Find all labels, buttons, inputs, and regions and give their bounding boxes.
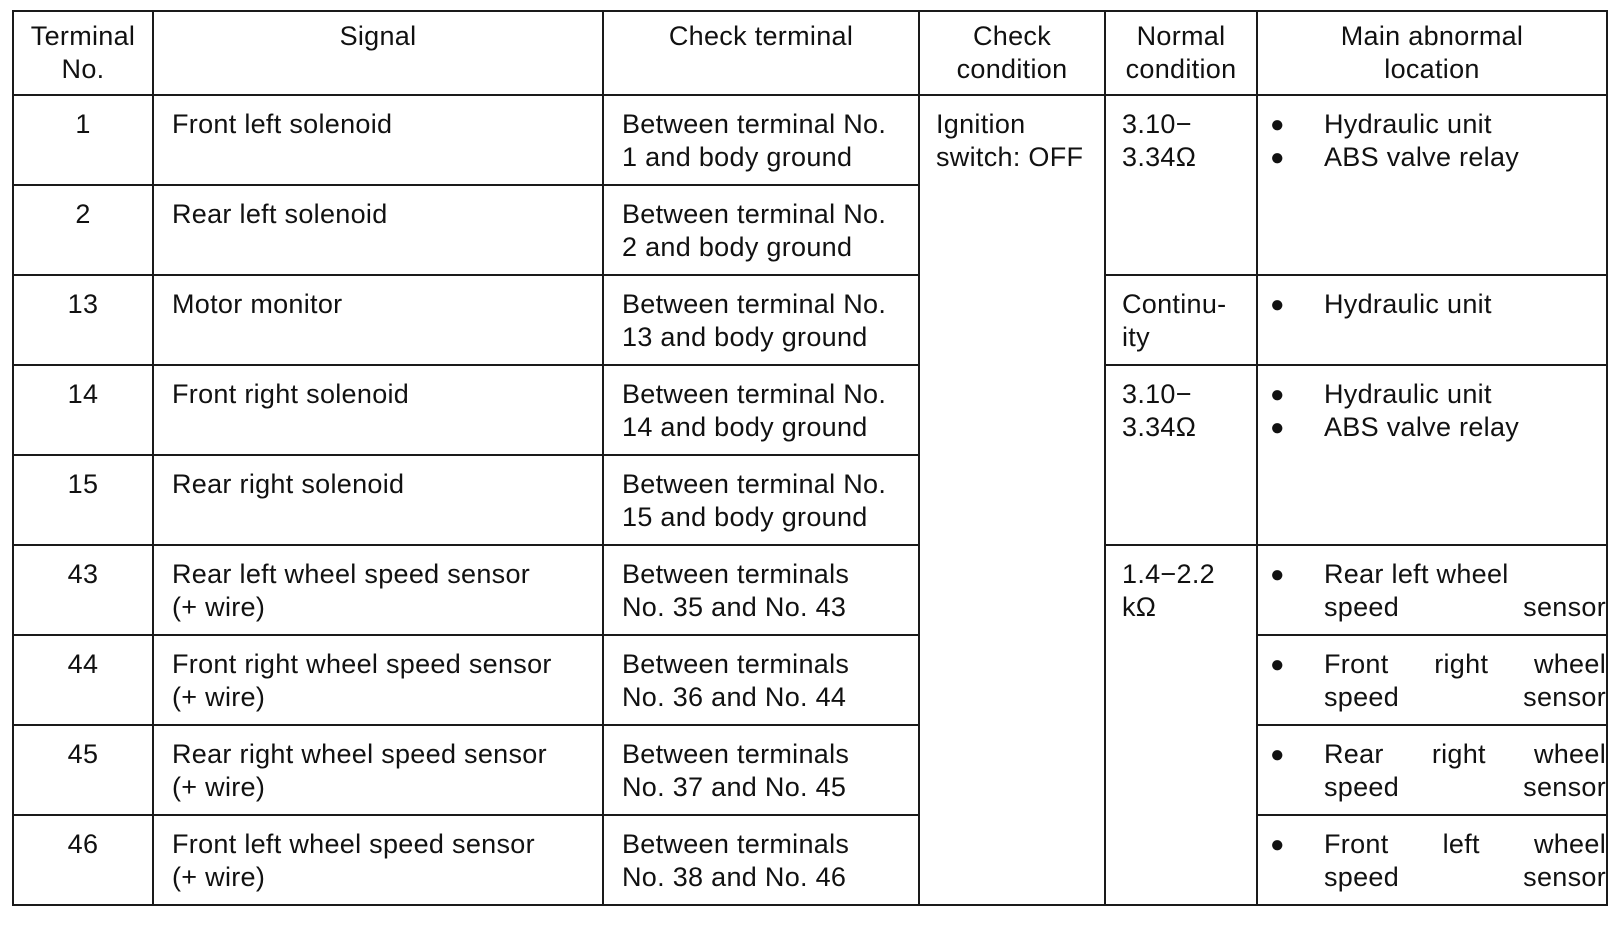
signal-text: Rear left wheel speed sensor <box>172 559 531 589</box>
signal-cell <box>153 545 603 635</box>
header-normal-condition <box>1105 11 1257 95</box>
signal-text: Rear right solenoid <box>172 469 405 499</box>
abnormal-location-line1: Front right wheel <box>1324 649 1606 679</box>
signal-text: Rear right wheel speed sensor <box>172 739 547 769</box>
header-check-condition-line2: condition <box>956 54 1068 84</box>
abnormal-location-text <box>1324 738 1606 804</box>
abnormal-location-cell <box>1257 725 1607 815</box>
signal-wire-text: (+ wire) <box>172 592 266 622</box>
normal-condition-line1: 3.10− <box>1122 109 1192 139</box>
abnormal-location-line2: speed sensor <box>1324 682 1606 712</box>
check-terminal-cell <box>603 725 919 815</box>
check-terminal-line1: Between terminals <box>622 739 850 769</box>
terminal-no-cell: 1 <box>13 95 153 185</box>
abnormal-location-item <box>1270 648 1606 714</box>
abnormal-location-line2: speed sensor <box>1324 772 1606 802</box>
abnormal-location-cell <box>1257 635 1607 725</box>
bullet-icon: ● <box>1270 381 1285 408</box>
table-row <box>13 815 1607 905</box>
check-terminal-line1: Between terminals <box>622 649 850 679</box>
abnormal-location-line1: Front left wheel <box>1324 829 1606 859</box>
abnormal-location-item <box>1270 141 1606 174</box>
normal-condition-line2: 3.34Ω <box>1122 142 1197 172</box>
check-terminal-line2: 15 and body ground <box>622 502 868 532</box>
header-check-condition <box>919 11 1105 95</box>
table-row <box>13 545 1607 635</box>
signal-wire-text: (+ wire) <box>172 862 266 892</box>
check-terminal-line2: 1 and body ground <box>622 142 853 172</box>
bullet-icon: ● <box>1270 111 1285 138</box>
bullet-icon: ● <box>1270 651 1285 678</box>
header-terminal-line2: No. <box>61 54 105 84</box>
check-condition-line2: switch: OFF <box>936 142 1084 172</box>
terminal-no-cell: 14 <box>13 365 153 455</box>
terminal-no-cell: 2 <box>13 185 153 275</box>
abnormal-location-line2: speed sensor <box>1324 592 1606 622</box>
terminal-check-table <box>12 10 1608 906</box>
normal-condition-line2: kΩ <box>1122 592 1157 622</box>
normal-condition-cell <box>1105 365 1257 545</box>
abnormal-location-text: ABS valve relay <box>1324 142 1520 172</box>
table-row <box>13 365 1607 455</box>
check-terminal-line2: 13 and body ground <box>622 322 868 352</box>
header-signal <box>153 11 603 95</box>
table-row <box>13 95 1607 185</box>
signal-cell <box>153 95 603 185</box>
abnormal-location-item <box>1270 378 1606 411</box>
check-terminal-line1: Between terminal No. <box>622 469 887 499</box>
normal-condition-line2: 3.34Ω <box>1122 412 1197 442</box>
signal-wire-text: (+ wire) <box>172 772 266 802</box>
bullet-icon: ● <box>1270 741 1285 768</box>
bullet-icon: ● <box>1270 831 1285 858</box>
normal-condition-line1: 3.10− <box>1122 379 1192 409</box>
check-terminal-line1: Between terminal No. <box>622 289 887 319</box>
abnormal-location-cell <box>1257 365 1607 545</box>
check-terminal-line1: Between terminals <box>622 829 850 859</box>
header-abnormal-location-line2: location <box>1384 54 1480 84</box>
abnormal-location-item <box>1270 108 1606 141</box>
abnormal-location-line1: Rear left wheel <box>1324 559 1509 589</box>
check-terminal-cell <box>603 95 919 185</box>
terminal-no-cell: 13 <box>13 275 153 365</box>
signal-wire-text: (+ wire) <box>172 682 266 712</box>
terminal-no-cell: 43 <box>13 545 153 635</box>
normal-condition-line2: ity <box>1122 322 1150 352</box>
check-terminal-cell <box>603 545 919 635</box>
check-terminal-line2: 14 and body ground <box>622 412 868 442</box>
header-abnormal-location <box>1257 11 1607 95</box>
check-terminal-line2: No. 38 and No. 46 <box>622 862 847 892</box>
table-row <box>13 275 1607 365</box>
abnormal-location-item <box>1270 288 1606 321</box>
abnormal-location-text: Hydraulic unit <box>1324 109 1492 139</box>
header-terminal-line1: Terminal <box>30 21 136 51</box>
abnormal-location-text <box>1324 648 1606 714</box>
abnormal-location-item <box>1270 558 1606 624</box>
check-terminal-line2: No. 35 and No. 43 <box>622 592 847 622</box>
check-condition-line1: Ignition <box>936 109 1026 139</box>
abnormal-location-text <box>1324 828 1606 894</box>
check-terminal-cell <box>603 365 919 455</box>
check-condition-cell <box>919 95 1105 905</box>
check-terminal-line1: Between terminal No. <box>622 379 887 409</box>
abnormal-location-line2: speed sensor <box>1324 862 1606 892</box>
check-terminal-cell <box>603 455 919 545</box>
abnormal-location-cell <box>1257 95 1607 275</box>
bullet-icon: ● <box>1270 414 1285 441</box>
signal-cell <box>153 365 603 455</box>
abnormal-location-cell <box>1257 275 1607 365</box>
abnormal-location-text <box>1324 558 1606 624</box>
header-terminal-no <box>13 11 153 95</box>
abnormal-location-text: Hydraulic unit <box>1324 379 1492 409</box>
terminal-no-cell: 15 <box>13 455 153 545</box>
check-terminal-line2: 2 and body ground <box>622 232 853 262</box>
signal-cell <box>153 275 603 365</box>
check-terminal-cell <box>603 185 919 275</box>
signal-text: Rear left solenoid <box>172 199 388 229</box>
signal-text: Front right solenoid <box>172 379 410 409</box>
signal-cell <box>153 815 603 905</box>
signal-text: Front left solenoid <box>172 109 393 139</box>
abnormal-location-text: ABS valve relay <box>1324 412 1520 442</box>
check-terminal-cell <box>603 815 919 905</box>
signal-text: Front left wheel speed sensor <box>172 829 535 859</box>
header-check-condition-line1: Check <box>972 21 1052 51</box>
signal-cell <box>153 455 603 545</box>
check-terminal-cell <box>603 635 919 725</box>
header-signal-text: Signal <box>339 21 417 51</box>
header-check-terminal-text: Check terminal <box>668 21 854 51</box>
abnormal-location-line1: Rear right wheel <box>1324 739 1606 769</box>
abnormal-location-item <box>1270 411 1606 444</box>
header-normal-condition-line2: condition <box>1125 54 1237 84</box>
signal-cell <box>153 725 603 815</box>
abnormal-location-cell <box>1257 545 1607 635</box>
signal-text: Front right wheel speed sensor <box>172 649 552 679</box>
terminal-no-cell: 46 <box>13 815 153 905</box>
check-terminal-line1: Between terminal No. <box>622 199 887 229</box>
check-terminal-line2: No. 36 and No. 44 <box>622 682 847 712</box>
signal-text: Motor monitor <box>172 289 343 319</box>
bullet-icon: ● <box>1270 561 1285 588</box>
check-terminal-line1: Between terminals <box>622 559 850 589</box>
header-normal-condition-line1: Normal <box>1136 21 1226 51</box>
table-row <box>13 725 1607 815</box>
terminal-no-cell: 44 <box>13 635 153 725</box>
check-terminal-cell <box>603 275 919 365</box>
abnormal-location-cell <box>1257 815 1607 905</box>
header-check-terminal <box>603 11 919 95</box>
normal-condition-line1: Continu- <box>1122 289 1227 319</box>
abnormal-location-item <box>1270 738 1606 804</box>
bullet-icon: ● <box>1270 144 1285 171</box>
normal-condition-cell <box>1105 95 1257 275</box>
normal-condition-cell <box>1105 275 1257 365</box>
signal-cell <box>153 635 603 725</box>
abnormal-location-item <box>1270 828 1606 894</box>
terminal-no-cell: 45 <box>13 725 153 815</box>
normal-condition-line1: 1.4−2.2 <box>1122 559 1215 589</box>
normal-condition-cell <box>1105 545 1257 905</box>
check-terminal-line2: No. 37 and No. 45 <box>622 772 847 802</box>
abnormal-location-text: Hydraulic unit <box>1324 289 1492 319</box>
table-row <box>13 635 1607 725</box>
signal-cell <box>153 185 603 275</box>
bullet-icon: ● <box>1270 291 1285 318</box>
header-row <box>13 11 1607 95</box>
check-terminal-line1: Between terminal No. <box>622 109 887 139</box>
header-abnormal-location-line1: Main abnormal <box>1340 21 1524 51</box>
